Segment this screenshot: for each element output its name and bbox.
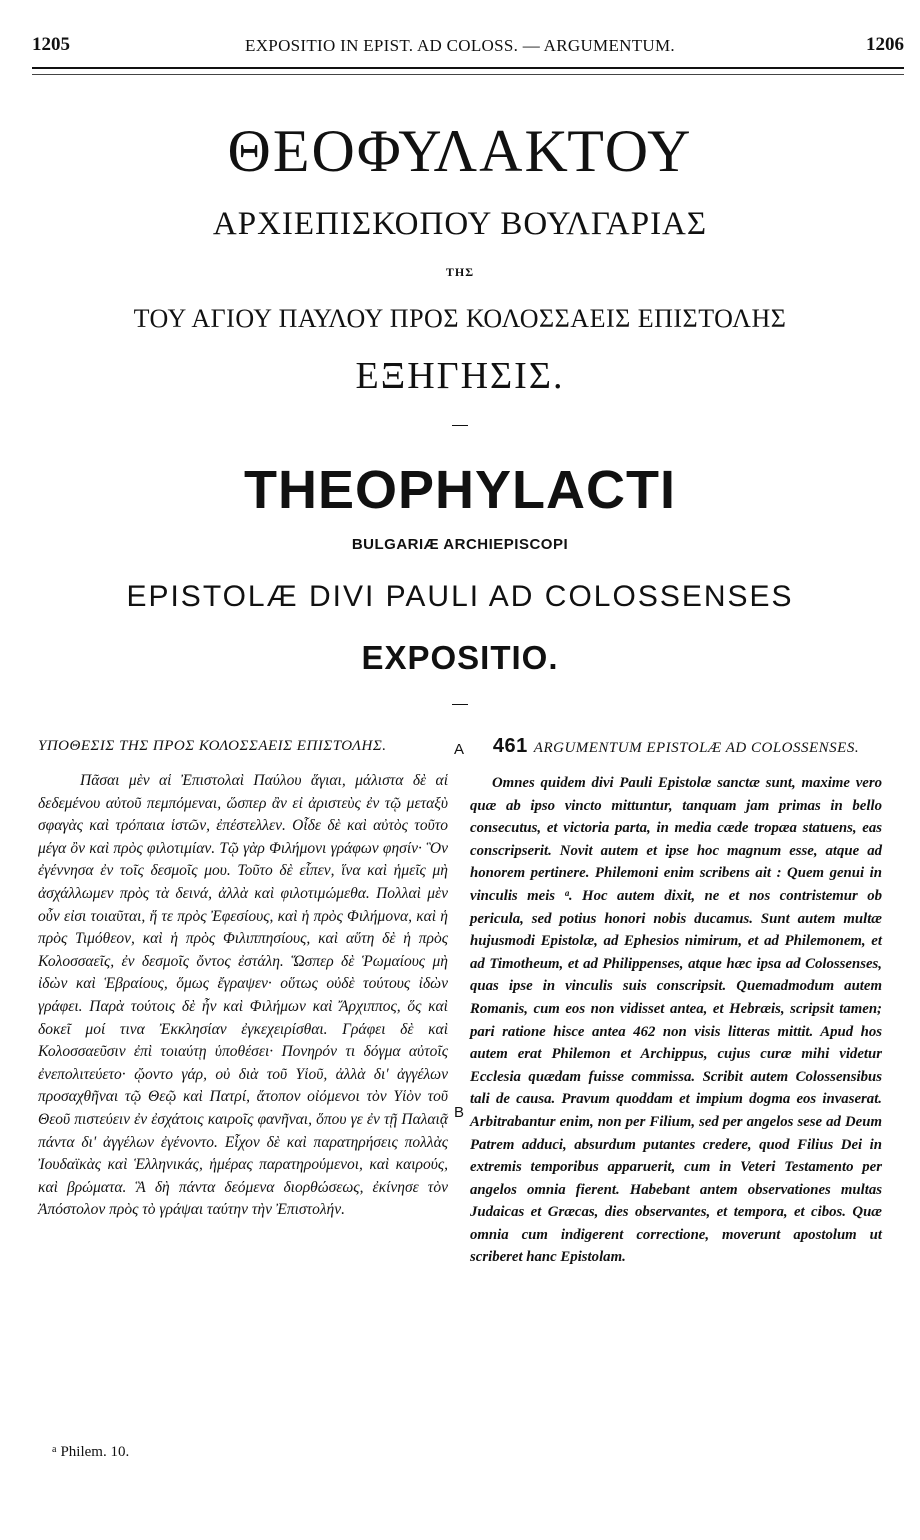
latin-column-body: Omnes quidem divi Pauli Epistolæ sanctæ sunt, maxime vero quæ ab ipso vincto mittuntur, tanquam jam primas in bello consecutus, et victoria parta, in media cæde tropæa statuens, eas conscripserit. Novit autem et ipse hoc magnum esse, atque ad honorem pertinere. Philemoni enim scribens ait : Quem genui in vinculis meis ᵃ. Hoc autem dixit, ne et nos contristemur ob pericula, sed potius honori nobis ducamus. Sunt autem multæ hujusmodi Epistolæ, ad Ephesios nimirum, et ad Philemonem, et ad Timotheum, et ad Philippenses, atque hæc ipsa ad Colossenses, quas ipse in vinculis suis conscripsit. Quemadmodum autem Romanis, cum eos non vidisset antea, et Hebræis, scripsit tamen; pari ratione hisce antea 462 non visis litteras mittit. Apud hos autem erat Philemon et Archippus, cujus curæ mihi videtur Ecclesia quædam fuisse commissa. Scribit autem Colossensibus tali de causa. Pravum quoddam et impium dogma eos invaserat. Arbitrabantur enim, non per Filium, sed per angelos sese ad Deum Patrem adduci, absurdum putantes credere, quod Filius Dei in extremis temporibus apparuerit, cum in Veteri Testamento per angelos omnia fierent. Habebant antem observationes multas Judaicas et Græcas, dies observantes, et tempora, et cibos. Quæ omnia cum indigerent correctione, moverunt apostolum ut scriberet hanc Epistolam. [470,775,882,1266]
margin-marker-a: A [454,741,465,758]
title-separator-dash [452,425,468,426]
latin-column-heading: 461 ARGUMENTUM EPISTOLÆ AD COLOSSENSES. [492,735,860,757]
running-title: EXPOSITIO IN EPIST. AD COLOSS. — ARGUMENTUM. [245,36,675,55]
margin-marker-b: B [454,1104,465,1121]
greek-subject-title: ΤΟΥ ΑΓΙΟΥ ΠΑΥΛΟΥ ΠΡΟΣ ΚΟΛΟΣΣΑΕΙΣ ΕΠΙΣΤΟΛΗΣ [133,304,787,333]
header-rule-thin [32,74,904,75]
latin-subject-title: EPISTOLÆ DIVI PAULI AD COLOSSENSES [126,580,794,613]
greek-column-heading: ΥΠΟΘΕΣΙΣ ΤΗΣ ΠΡΟΣ ΚΟΛΟΣΣΑΕΙΣ ΕΠΙΣΤΟΛΗΣ. [38,738,387,754]
title-separator-dash [452,704,468,705]
greek-work-title: ΕΞΗΓΗΣΙΣ. [355,355,565,397]
page-number-right: 1206 [866,34,904,55]
column-number-marker: 461 [492,735,528,757]
latin-work-title: EXPOSITIO. [361,639,559,676]
footnote-text: Philem. 10. [60,1444,130,1460]
greek-column-body: Πᾶσαι μὲν αἱ Ἐπιστολαὶ Παύλου ἅγιαι, μάλιστα δὲ αἱ δεδεμένου αὐτοῦ πεμπόμεναι, ὥσπερ ἂν εἰ ἀριστεὺς ἐν τῷ μεταξὺ σφαγὰς καὶ τρόπαια ἱστῶν, ἐπέστελλεν. Οἶδε δὲ καὶ αὐτὸς τοῦτο μέγα ὂν καὶ πρὸς φιλοτιμίαν. Τῷ γὰρ Φιλήμονι γράφων φησίν· Ὃν ἐγέννησα ἐν τοῖς δεσμοῖς μου. Τοῦτο δὲ εἶπεν, ἵνα καὶ ἡμεῖς μὴ ἀσχάλλωμεν πρὸς τὰ δεινά, ἀλλὰ καὶ φιλοτιμώμεθα. Πολλαὶ μὲν οὖν εἰσι τοιαῦται, ἥ τε πρὸς Ἐφεσίους, καὶ ἡ πρὸς Φιλήμονα, καὶ ἡ πρὸς Τιμόθεον, καὶ ἡ πρὸς Φιλιππησίους, καὶ αὕτη δὲ ἡ πρὸς Κολοσσαεῖς, ἐν δεσμοῖς ὄντος ἐστάλη. Ὥσπερ δὲ Ῥωμαίους μὴ ἰδὼν καὶ Ἑβραίους, ὅμως ἔγραψεν· οὕτως οὐδὲ τούτους ἰδὼν γράφει. Παρὰ τούτοις δὲ ἦν καὶ Φιλήμων καὶ Ἄρχιππος, ὅς καὶ δοκεῖ μοί τινα Ἐκκλησίαν ἐγκεχειρίσθαι. Γράφει δὲ καὶ Κολοσσαεῦσιν ἐπὶ τοιαύτῃ ὑποθέσει· Πονηρόν τι δόγμα αὐτοῖς ἐνεπολιτεύετο· ᾤοντο γάρ, οὐ διὰ τοῦ Υἱοῦ, ἀλλὰ δι' ἀγγέλων προσαχθῆναι τῷ Θεῷ καὶ Πατρί, ἄτοπον οἰόμενοι τὸν Υἱὸν τοῦ Θεοῦ πιστεύειν ἐν ἐσχάτοις καιροῖς φανῆναι, ὅπου γε ἐν τῇ Παλαιᾷ πάντα δι' ἀγγέλων ἐγένοντο. Εἶχον δὲ καὶ παρατηρήσεις πολλὰς Ἰουδαϊκὰς καὶ Ἑλληνικάς, ἡμέρας παρατηρούμενοι, καὶ καιρούς, καὶ βρώματα. Ἃ δὴ πάντα δεόμενα διορθώσεως, ἐκίνησε τὸν Ἀπόστολον πρὸς τὸ γράψαι ταύτην τὴν Ἐπιστολήν. [38,772,448,1219]
greek-office-title: ΑΡΧΙΕΠΙΣΚΟΠΟΥ ΒΟΥΛΓΑΡΙΑΣ [212,206,708,242]
page-number-left: 1205 [32,34,70,55]
latin-column [470,735,882,1269]
header-rule [32,67,904,69]
footnote-mark: a [52,1444,57,1455]
footnote [52,1444,129,1461]
latin-office-title: BULGARIÆ ARCHIEPISCOPI [351,536,569,553]
greek-author-title: ΘΕΟΦΥΛΑΚΤΟΥ [227,118,693,184]
running-head [0,34,920,64]
greek-article: ΤΗΣ [445,265,475,279]
latin-author-title: THEOPHYLACTI [243,460,676,520]
greek-column [38,738,448,1222]
